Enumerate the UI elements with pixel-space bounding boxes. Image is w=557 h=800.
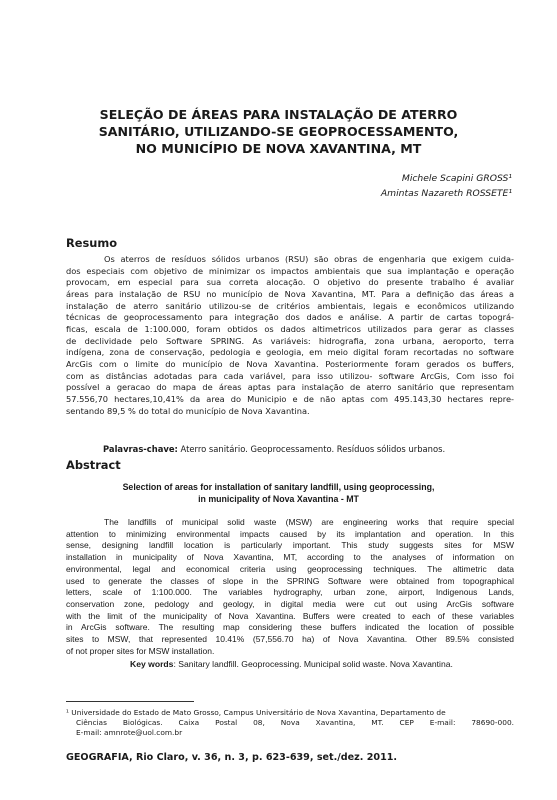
resumo-line: técnicas de geoprocessamento para integração dos dados e análise. A partir de cartas topográ- bbox=[66, 312, 514, 323]
resumo-line: dos especiais com objetivo de minimizar os impactos ambientais que sua implantação e operação bbox=[66, 265, 514, 276]
resumo-line: possível a geracao do mapa de áreas aptas para instalação de aterro sanitário que representam bbox=[66, 382, 514, 393]
abstract-line: conservation zone, pedology and geology, in digital media were cut out using ArcGis software bbox=[66, 598, 514, 609]
journal-citation: GEOGRAFIA, Rio Claro, v. 36, n. 3, p. 623-639, set./dez. 2011. bbox=[66, 752, 398, 763]
author-gross: Michele Scapini GROSS¹ bbox=[401, 173, 512, 184]
english-title-line: Selection of areas for installation of sanitary landfill, using geoprocessing, bbox=[122, 482, 435, 492]
abstract-line: used to generate the classes of slope in the SPRING Software were obtained from topographical bbox=[66, 575, 514, 586]
abstract-heading: Abstract bbox=[66, 458, 121, 472]
key-words-text: : Sanitary landfill. Geoprocessing. Municipal solid waste. Nova Xavantina. bbox=[173, 659, 453, 669]
resumo-heading: Resumo bbox=[66, 236, 118, 250]
footnote-divider bbox=[66, 701, 194, 702]
abstract-line: letters, scale of 1:100.000. The variables hydrography, urban zone, airport, Indigenous Lands, bbox=[66, 587, 514, 598]
title-line: NO MUNICÍPIO DE NOVA XAVANTINA, MT bbox=[135, 141, 422, 156]
abstract-line: in ArcGis software. The resulting map considering these buffers indicated the location of possible bbox=[66, 622, 514, 633]
abstract-line: sites to MSW, that represented 10.41% (57,556.70 ha) of Nova Xavantina. Other 89.5% consisted bbox=[66, 634, 514, 645]
resumo-line: ArcGis com o limite do município de Nova Xavantina. Posteriormente foram gerados os buffers, bbox=[66, 358, 514, 369]
abstract-line: with the limit of the municipality of Nova Xavantina. Buffers were created to each of these variables bbox=[66, 610, 514, 621]
palavras-chave-label: Palavras-chave: bbox=[103, 444, 178, 454]
resumo-line: instalação de aterro sanitário utilizou-se de critérios ambientais, legais e econômicos utilizando bbox=[66, 300, 514, 311]
palavras-chave-text: Aterro sanitário. Geoprocessamento. Resíduos sólidos urbanos. bbox=[180, 444, 446, 454]
key-words-label: Key words bbox=[130, 659, 174, 669]
abstract-paragraph bbox=[66, 517, 514, 657]
abstract-line: The landfills of municipal solid waste (MSW) are engineering works that require special bbox=[104, 517, 514, 527]
resumo-line: de declividade pelo Software SPRING. As variáveis: hidrografia, zona urbana, aeroporto, terra bbox=[66, 335, 514, 346]
english-title bbox=[70, 481, 487, 505]
abstract-line: sense, designing landfill location is particularly important. This study suggests sites for MSW bbox=[66, 540, 514, 551]
resumo-line: provocam, em especial para sua correta alocação. O objetivo do presente trabalho é avaliar bbox=[66, 277, 514, 288]
resumo-line: ficas, escala de 1:100.000, foram obtidos os dados altimetricos utilizados para gerar as classes bbox=[66, 323, 514, 334]
abstract-line: installation in municipality of Nova Xavantina, MT, according to the analyses of information on bbox=[66, 552, 514, 563]
abstract-line: of not proper sites for MSW installation. bbox=[66, 645, 215, 656]
footnote-line: ¹ Universidade do Estado de Mato Grosso, Campus Universitário de Nova Xavantina, Departamento de bbox=[66, 708, 446, 717]
abstract-line: attention to minimizing environmental impacts caused by its implantation and operation. In this bbox=[66, 528, 514, 539]
resumo-line: Os aterros de resíduos sólidos urbanos (RSU) são obras de engenharia que exigem cuida- bbox=[104, 254, 514, 264]
title-line: SELEÇÃO DE ÁREAS PARA INSTALAÇÃO DE ATERRO bbox=[99, 107, 458, 122]
footnote bbox=[66, 708, 514, 738]
resumo-line: indígena, zona de conservação, pedologia e geologia, em meio digital foram recortadas no software bbox=[66, 347, 514, 358]
english-title-line: in municipality of Nova Xavantina - MT bbox=[198, 494, 359, 504]
article-title bbox=[60, 106, 497, 157]
resumo-line: sentando 89,5 % do total do município de Nova Xavantina. bbox=[66, 405, 310, 416]
resumo-paragraph bbox=[66, 254, 514, 417]
resumo-line: áreas para instalação de RSU no município de Nova Xavantina, MT. Para a definição das áreas a bbox=[66, 288, 514, 299]
resumo-line: 57.556,70 hectares,10,41% da area do Municipio e de não aptas com 495.143,30 hectares repre- bbox=[66, 393, 514, 404]
author-rossete: Amintas Nazareth ROSSETE¹ bbox=[380, 188, 512, 199]
footnote-email: E-mail: amnrote@uol.com.br bbox=[76, 728, 183, 737]
abstract-line: environmental, legal and economical criteria using geoprocessing techniques. The altimetric data bbox=[66, 563, 514, 574]
key-words bbox=[130, 659, 453, 669]
palavras-chave bbox=[103, 444, 445, 454]
footnote-line: Ciências Biológicas. Caixa Postal 08, Nova Xavantina, MT. CEP E-mail: 78690-000. bbox=[76, 718, 514, 727]
resumo-line: com as distâncias adotadas para cada variável, para isso utilizou- software ArcGis, Com isso foi bbox=[66, 370, 514, 381]
title-line: SANITÁRIO, UTILIZANDO-SE GEOPROCESSAMENTO, bbox=[98, 124, 459, 139]
